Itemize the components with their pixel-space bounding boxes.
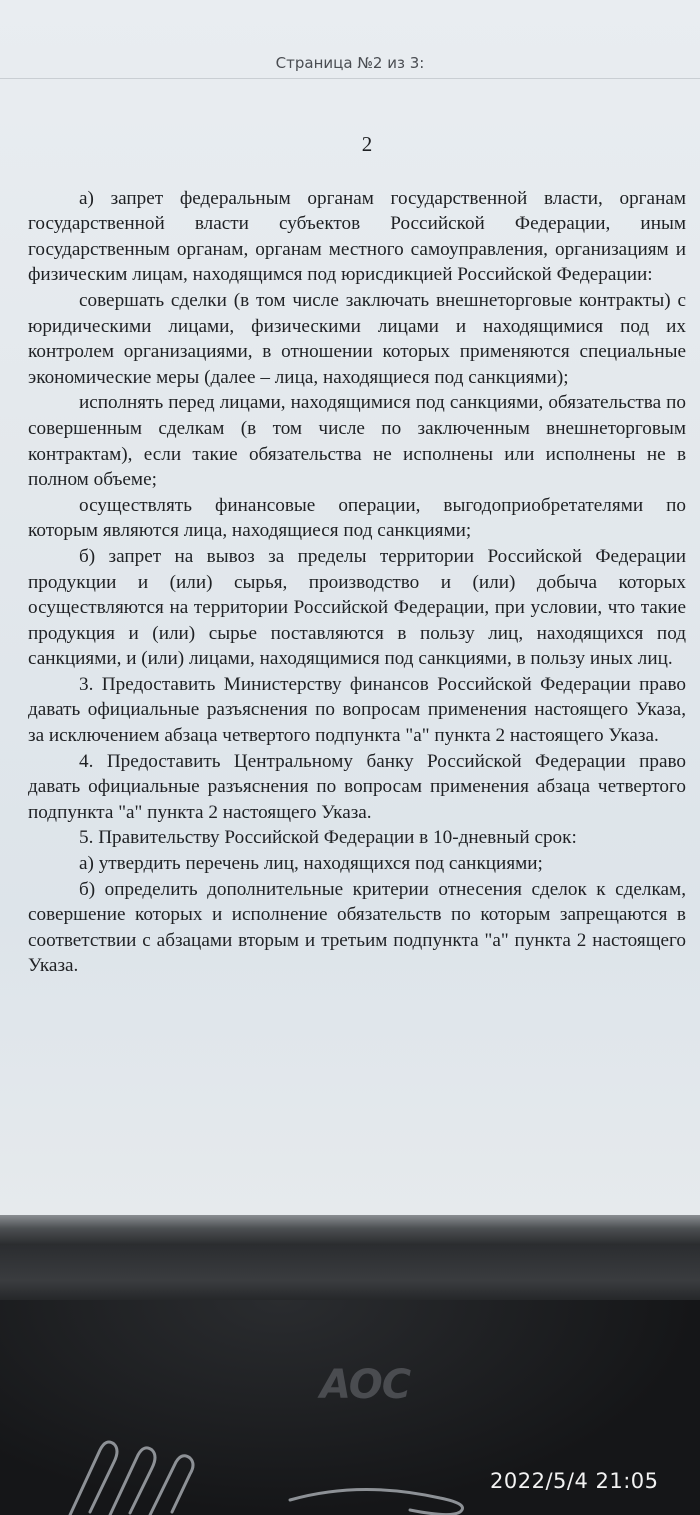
paragraph: 4. Предоставить Центральному банку Российской Федерации право давать официальные разъяснения по вопросам применения абзаца четвертого подпункта "а" пункта 2 настоящего Указа. (28, 750, 686, 823)
document-page (28, 132, 686, 979)
photo-timestamp: 2022/5/4 21:05 (490, 1469, 659, 1493)
brand-logo: AOC (320, 1362, 411, 1408)
monitor-bezel (0, 1245, 700, 1305)
paragraph: б) определить дополнительные критерии отнесения сделок к сделкам, совершение которых и исполнение обязательств по которым запрещаются в соответствии с абзацами вторым и третьим подпункта "а" пункта 2 настоящего Указа. (28, 878, 686, 977)
paragraph: а) утвердить перечень лиц, находящихся под санкциями; (79, 853, 543, 875)
page-number: 2 (361, 132, 373, 156)
page-indicator-label: Страница №2 из 3: (275, 54, 425, 72)
screen-edge (0, 1215, 700, 1245)
paragraph: совершать сделки (в том числе заключать внешнеторговые контракты) с юридическими лицами, физическими лицами и находящимися под их контролем организациями, в отношении которых применяются специальные экономические меры (далее – лица, находящиеся под санкциями); (28, 289, 686, 388)
paragraph: б) запрет на вывоз за пределы территории Российской Федерации продукции и (или) сырья, производство и (или) добыча которых осуществляются на территории Российской Федерации, при условии, что такие продукция и (или) сырье поставляются в пользу лиц, находящихся под санкциями, и (или) лицами, находящимися под санкциями, в пользу иных лиц. (28, 545, 686, 670)
paragraph: исполнять перед лицами, находящимися под санкциями, обязательства по совершенным сделкам (в том числе по заключенным внешнеторговым контрактам), если такие обязательства не исполнены или исполнены не в полном объеме; (28, 392, 686, 491)
page-indicator (0, 48, 700, 79)
paragraph: а) запрет федеральным органам государственной власти, органам государственной власти субъектов Российской Федерации, иным государственным органам, органам местного самоуправления, организациям и физическим лицам, находящимся под юрисдикцией Российской Федерации: (28, 187, 686, 286)
paragraph: осуществлять финансовые операции, выгодоприобретателями по которым являются лица, находящиеся под санкциями; (28, 494, 686, 542)
paper-clips-icon (40, 1420, 500, 1515)
paragraph: 3. Предоставить Министерству финансов Российской Федерации право давать официальные разъяснения по вопросам применения настоящего Указа, за исключением абзаца четвертого подпункта "а" пункта 2 настоящего Указа. (28, 673, 686, 747)
paragraph: 5. Правительству Российской Федерации в 10-дневный срок: (79, 827, 577, 849)
